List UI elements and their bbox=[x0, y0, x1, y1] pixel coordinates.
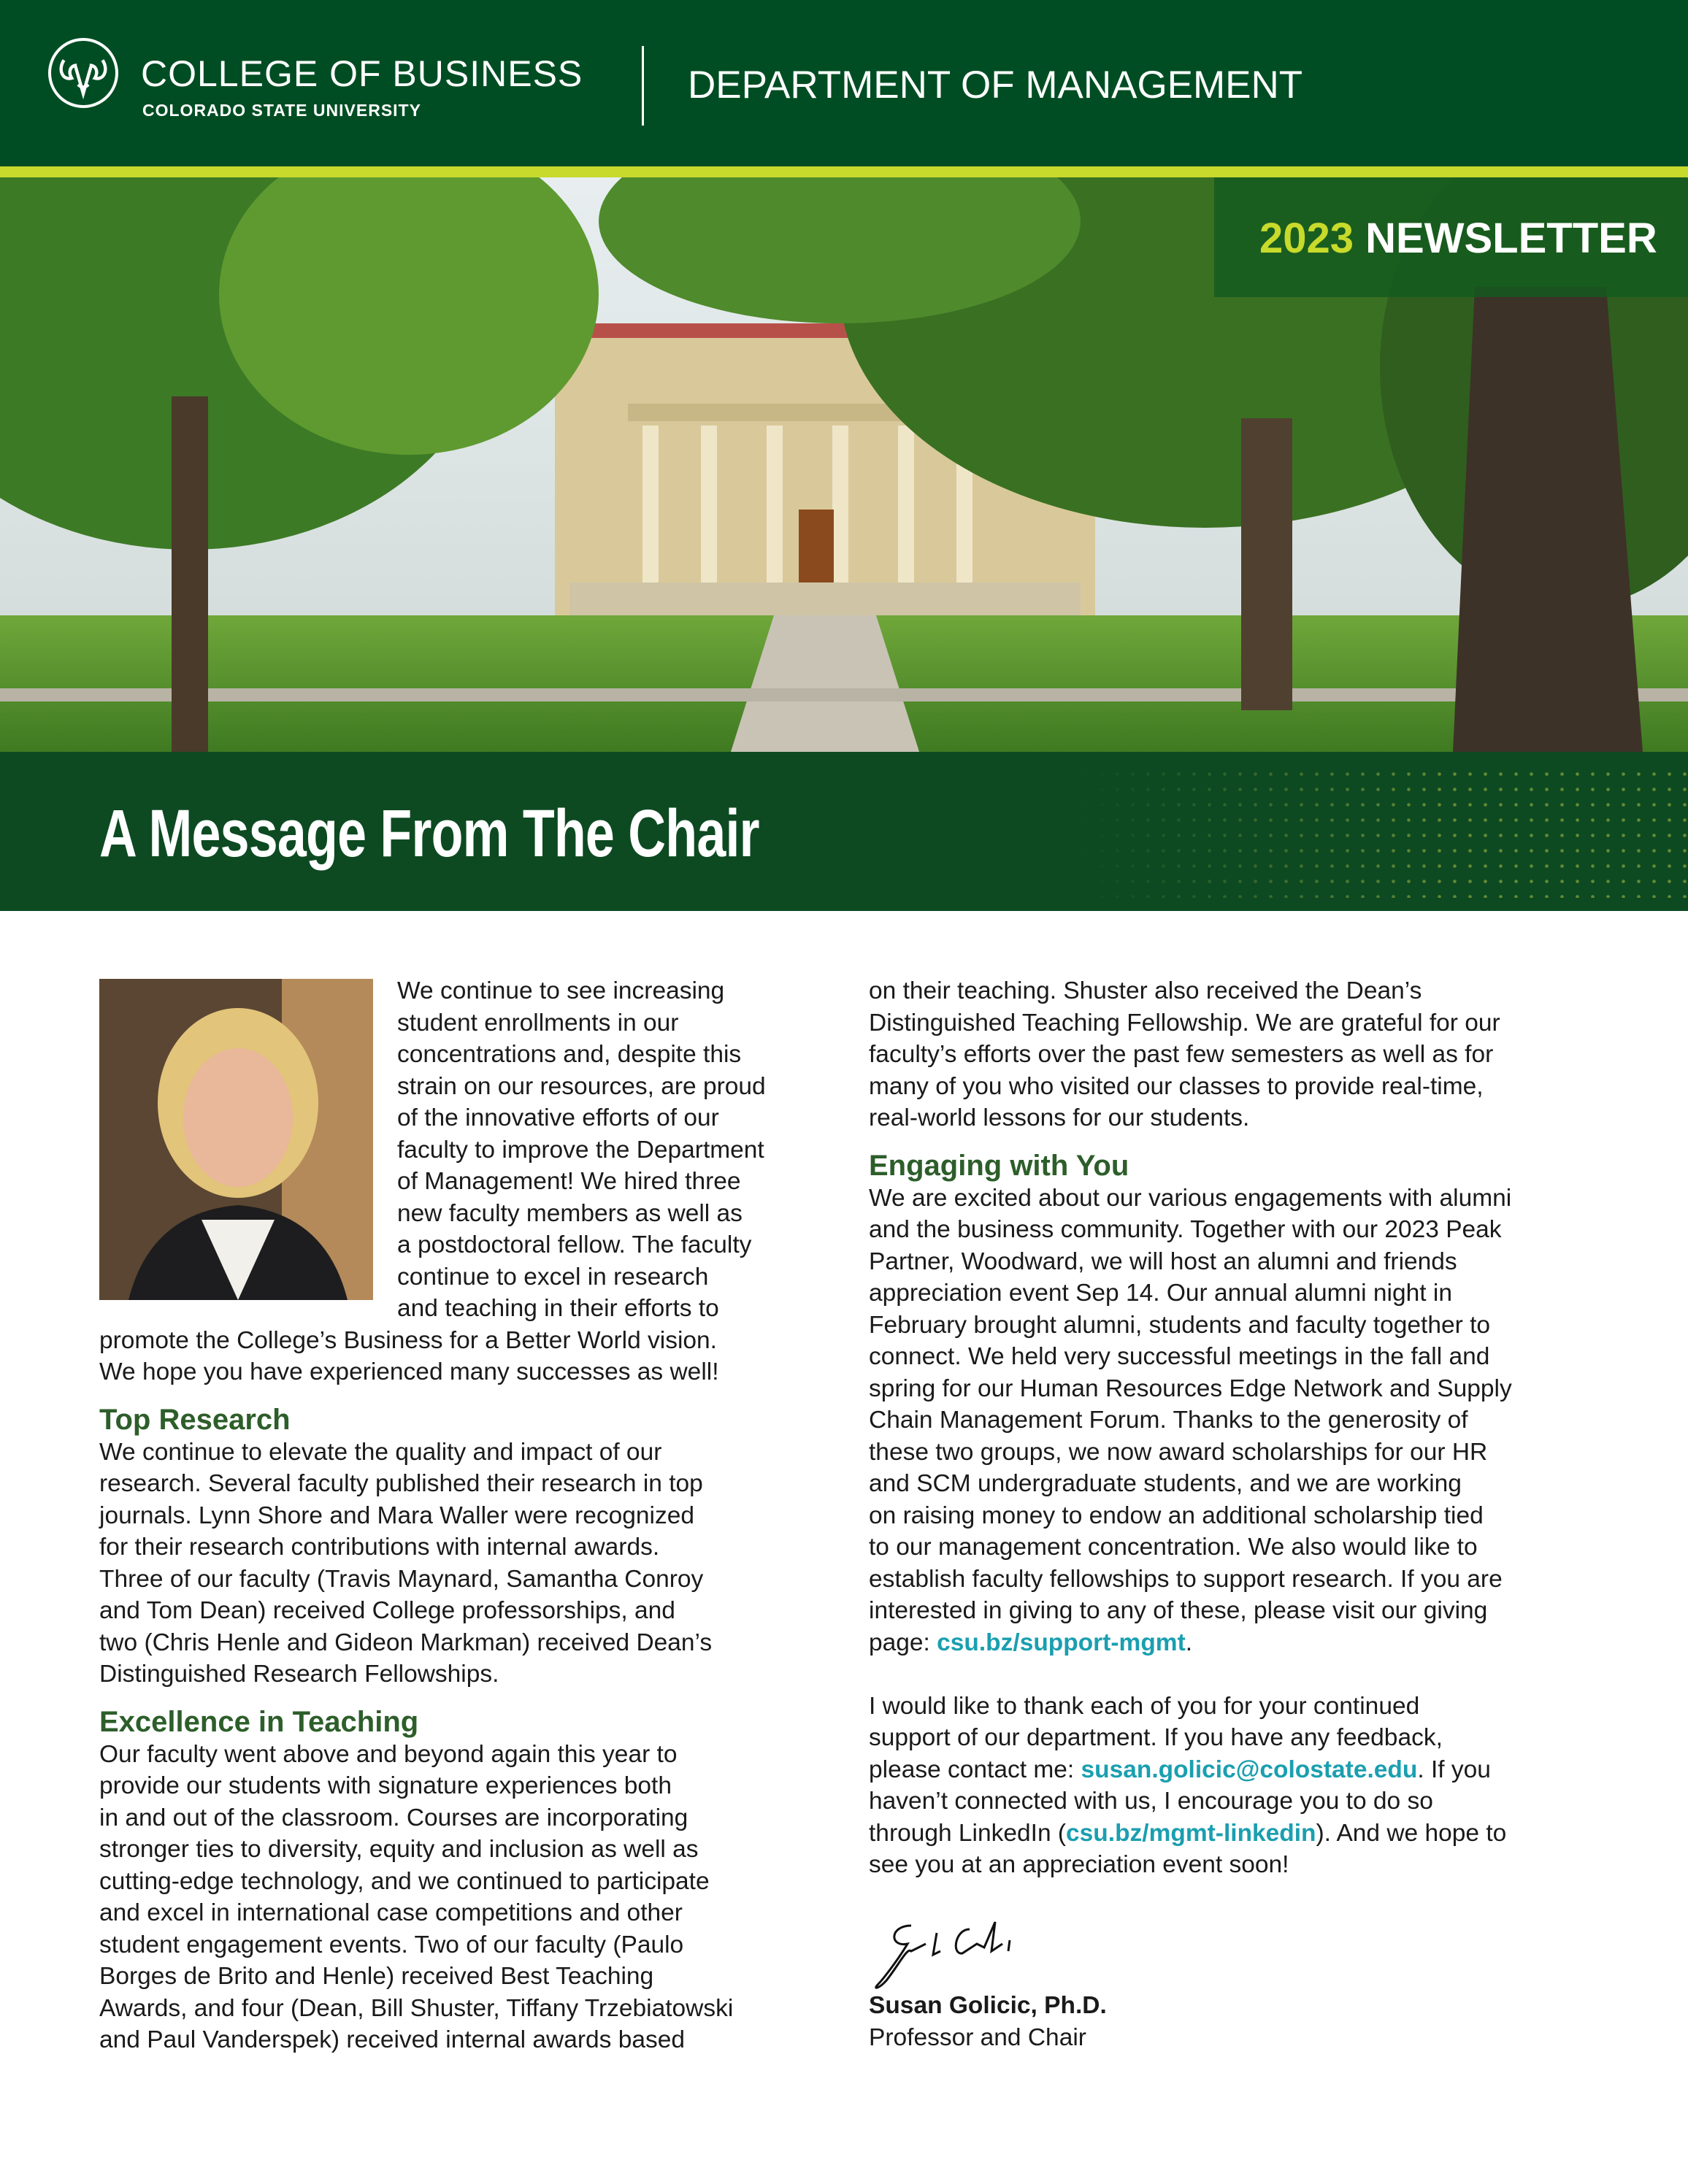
text-segment: page: bbox=[869, 1629, 937, 1656]
text-segment: . If you bbox=[1417, 1756, 1491, 1783]
text-line bbox=[869, 1818, 1599, 1850]
text-segment: to our management concentration. We also would like to bbox=[869, 1534, 1478, 1561]
section-title: A Message From The Chair bbox=[99, 796, 759, 871]
text-segment: see you at an appreciation event soon! bbox=[869, 1851, 1289, 1878]
text-line bbox=[869, 1500, 1599, 1532]
text-line: journals. Lynn Shore and Mara Waller were recognized bbox=[99, 1502, 694, 1529]
text-line: student engagement events. Two of our faculty (Paulo bbox=[99, 1931, 684, 1958]
text-line: Awards, and four (Dean, Bill Shuster, Tiffany Trzebiatowski bbox=[99, 1994, 734, 2022]
text-line: for their research contributions with internal awards. bbox=[99, 1534, 660, 1561]
text-line: concentrations and, despite this bbox=[397, 1041, 742, 1068]
text-line bbox=[869, 1531, 1599, 1564]
inline-link[interactable]: csu.bz/support-mgmt bbox=[937, 1629, 1186, 1656]
text-line: and excel in international case competitions and other bbox=[99, 1899, 683, 1926]
newsletter-year: 2023 bbox=[1259, 215, 1354, 262]
text-segment: through LinkedIn ( bbox=[869, 1819, 1067, 1847]
text-segment: connect. We held very successful meetings in the fall and bbox=[869, 1343, 1490, 1370]
signer-title: Professor and Chair bbox=[869, 2024, 1086, 2051]
text-line bbox=[869, 1437, 1599, 1469]
inline-link[interactable]: csu.bz/mgmt-linkedin bbox=[1066, 1819, 1316, 1847]
text-segment: establish faculty fellowships to support research. If you are bbox=[869, 1565, 1503, 1593]
text-line bbox=[869, 1564, 1599, 1596]
newsletter-label: NEWSLETTER bbox=[1365, 215, 1657, 262]
text-segment: these two groups, we now award scholarships for our HR bbox=[869, 1438, 1488, 1466]
inline-link[interactable]: susan.golicic@colostate.edu bbox=[1081, 1756, 1418, 1783]
section-heading: Top Research bbox=[99, 1403, 291, 1436]
text-line: Distinguished Research Fellowships. bbox=[99, 1661, 499, 1688]
text-segment: spring for our Human Resources Edge Network and Supply bbox=[869, 1374, 1512, 1402]
text-segment: ). And we hope to bbox=[1316, 1819, 1507, 1847]
text-line: and Tom Dean) received College professorships, and bbox=[99, 1597, 675, 1624]
text-line: continue to excel in research bbox=[397, 1263, 709, 1291]
text-segment: interested in giving to any of these, please visit our giving bbox=[869, 1597, 1488, 1624]
text-line bbox=[869, 1785, 1599, 1818]
text-line: of the innovative efforts of our bbox=[397, 1104, 719, 1131]
right-column bbox=[869, 975, 1599, 1881]
text-line: real-world lessons for our students. bbox=[869, 1104, 1250, 1131]
text-line: many of you who visited our classes to provide real-time, bbox=[869, 1072, 1484, 1100]
text-line: a postdoctoral fellow. The faculty bbox=[397, 1231, 752, 1258]
text-line: two (Chris Henle and Gideon Markman) received Dean’s bbox=[99, 1629, 713, 1656]
text-line bbox=[869, 1691, 1599, 1723]
text-line: on their teaching. Shuster also received the Dean’s bbox=[869, 977, 1422, 1004]
text-line bbox=[869, 1214, 1599, 1246]
text-line bbox=[869, 1341, 1599, 1373]
spacer bbox=[869, 1658, 1599, 1691]
text-line: cutting-edge technology, and we continued to participate bbox=[99, 1867, 710, 1895]
text-line bbox=[869, 1183, 1599, 1215]
text-segment: We are excited about our various engagements with alumni bbox=[869, 1184, 1512, 1212]
department-name: DEPARTMENT OF MANAGEMENT bbox=[688, 64, 1303, 107]
text-segment: Partner, Woodward, we will host an alumni and friends bbox=[869, 1247, 1457, 1275]
text-segment: Chain Management Forum. Thanks to the generosity of bbox=[869, 1407, 1468, 1434]
text-line bbox=[869, 1277, 1599, 1310]
text-line bbox=[869, 1754, 1599, 1786]
ram-logo-icon bbox=[48, 38, 118, 108]
text-segment: haven’t connected with us, I encourage you to do so bbox=[869, 1788, 1433, 1815]
signature bbox=[867, 1911, 1035, 1991]
section-heading: Excellence in Teaching bbox=[99, 1705, 419, 1738]
text-line bbox=[869, 1246, 1599, 1278]
text-line: We hope you have experienced many successes as well! bbox=[99, 1358, 719, 1385]
dot-pattern bbox=[1079, 766, 1688, 898]
left-column bbox=[99, 975, 815, 2056]
text-segment: . bbox=[1185, 1629, 1193, 1656]
text-line: faculty to improve the Department bbox=[397, 1136, 764, 1164]
section-band bbox=[0, 752, 1688, 911]
text-line: provide our students with signature experiences both bbox=[99, 1772, 672, 1799]
text-line bbox=[869, 1310, 1599, 1342]
text-line bbox=[869, 1468, 1599, 1500]
signer-name: Susan Golicic, Ph.D. bbox=[869, 1992, 1107, 2019]
text-line bbox=[869, 1627, 1599, 1659]
text-line bbox=[869, 1373, 1599, 1405]
university-name: COLORADO STATE UNIVERSITY bbox=[142, 101, 421, 120]
text-segment: and SCM undergraduate students, and we are working bbox=[869, 1470, 1462, 1497]
text-line: Distinguished Teaching Fellowship. We are grateful for our bbox=[869, 1009, 1500, 1037]
text-line: of Management! We hired three bbox=[397, 1168, 741, 1195]
text-line: faculty’s efforts over the past few semesters as well as for bbox=[869, 1041, 1494, 1068]
text-line: student enrollments in our bbox=[397, 1009, 679, 1037]
text-segment: appreciation event Sep 14. Our annual alumni night in bbox=[869, 1280, 1452, 1307]
text-line: promote the College’s Business for a Better World vision. bbox=[99, 1326, 717, 1354]
text-line bbox=[869, 1595, 1599, 1627]
text-segment: and the business community. Together with our 2023 Peak bbox=[869, 1216, 1502, 1243]
college-name: COLLEGE OF BUSINESS bbox=[141, 53, 583, 94]
text-line: Our faculty went above and beyond again this year to bbox=[99, 1740, 678, 1768]
newsletter-banner bbox=[1214, 177, 1688, 297]
page-header bbox=[0, 0, 1688, 166]
header-divider bbox=[642, 46, 644, 126]
text-line: stronger ties to diversity, equity and inclusion as well as bbox=[99, 1836, 699, 1863]
text-line: new faculty members as well as bbox=[397, 1199, 743, 1227]
text-segment: February brought alumni, students and faculty together to bbox=[869, 1311, 1491, 1339]
text-line bbox=[869, 1404, 1599, 1437]
text-line: and teaching in their efforts to bbox=[397, 1295, 719, 1322]
section-heading: Engaging with You bbox=[869, 1149, 1129, 1182]
text-line: Borges de Brito and Henle) received Best Teaching bbox=[99, 1963, 654, 1990]
text-segment: support of our department. If you have any feedback, bbox=[869, 1724, 1443, 1751]
text-line bbox=[869, 1722, 1599, 1754]
text-line: Three of our faculty (Travis Maynard, Samantha Conroy bbox=[99, 1565, 704, 1593]
text-line: We continue to elevate the quality and impact of our bbox=[99, 1438, 662, 1466]
text-segment: I would like to thank each of you for your continued bbox=[869, 1692, 1420, 1720]
text-line: We continue to see increasing bbox=[397, 977, 725, 1004]
text-line: in and out of the classroom. Courses are incorporating bbox=[99, 1804, 688, 1831]
text-line: research. Several faculty published their research in top bbox=[99, 1470, 703, 1497]
text-line: strain on our resources, are proud bbox=[397, 1072, 766, 1100]
accent-stripe bbox=[0, 166, 1688, 177]
text-segment: on raising money to endow an additional scholarship tied bbox=[869, 1502, 1484, 1529]
text-segment: please contact me: bbox=[869, 1756, 1081, 1783]
text-line: and Paul Vanderspek) received internal awards based bbox=[99, 2026, 686, 2053]
text-line bbox=[869, 1849, 1599, 1881]
